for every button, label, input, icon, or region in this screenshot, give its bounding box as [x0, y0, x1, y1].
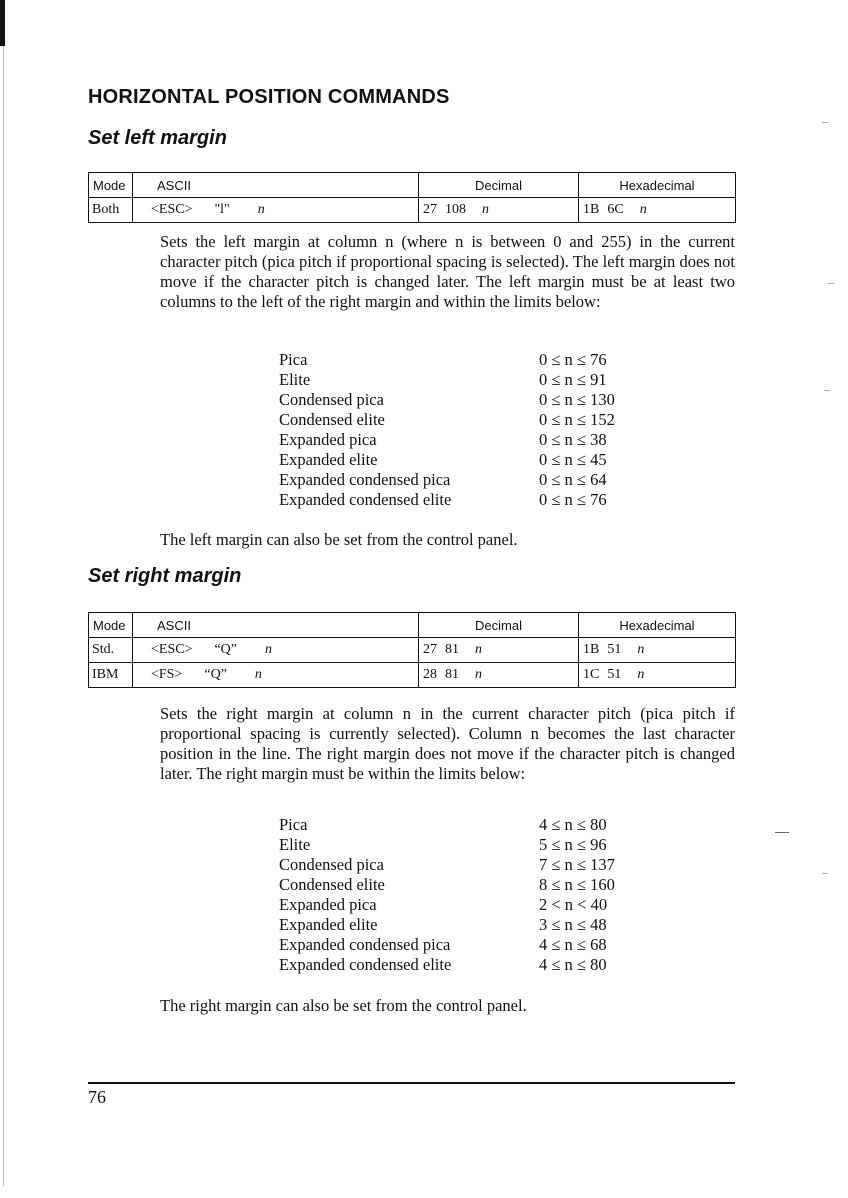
limit-range: 0 ≤ n ≤ 76: [539, 490, 607, 509]
limit-pitch: Condensed elite: [279, 410, 385, 429]
page-title: HORIZONTAL POSITION COMMANDS: [88, 86, 450, 108]
limit-pitch: Elite: [279, 370, 311, 389]
left-margin-limits: [279, 350, 679, 510]
limit-range: 0 ≤ n ≤ 91: [539, 370, 607, 389]
limit-pitch: Expanded condensed pica: [279, 935, 451, 954]
list-item: [279, 895, 679, 915]
hex-code: 1C: [583, 667, 600, 682]
right-margin-limits: [279, 815, 679, 975]
hex-param: n: [639, 202, 647, 217]
limit-pitch: Condensed pica: [279, 855, 384, 874]
limit-range: 0 ≤ n ≤ 45: [539, 450, 607, 469]
section-heading-left-margin: Set left margin: [88, 127, 227, 149]
header-ascii: ASCII: [133, 613, 419, 638]
header-decimal: Decimal: [419, 613, 579, 638]
limit-pitch: Elite: [279, 835, 311, 854]
limit-range: 4 ≤ n ≤ 80: [539, 815, 607, 834]
limit-range: 2 < n < 40: [539, 895, 608, 914]
limit-pitch: Pica: [279, 815, 308, 834]
list-item: [279, 390, 679, 410]
limit-pitch: Condensed elite: [279, 875, 385, 894]
list-item: [279, 815, 679, 835]
ascii-param: n: [265, 642, 273, 657]
ascii-code: <ESC>: [151, 642, 193, 657]
cell-hexadecimal: [579, 198, 736, 223]
ascii-char: “Q”: [214, 642, 238, 657]
limit-range: 0 ≤ n ≤ 64: [539, 470, 607, 489]
list-item: [279, 370, 679, 390]
cell-hexadecimal: [579, 663, 736, 688]
hex-char: 51: [607, 667, 622, 682]
right-margin-note: The right margin can also be set from the control panel.: [160, 996, 527, 1015]
hex-code: 1B: [583, 202, 600, 217]
scan-speck: [828, 283, 834, 284]
page-number: 76: [88, 1087, 106, 1107]
list-item: [279, 430, 679, 450]
list-item: [279, 470, 679, 490]
decimal-param: n: [475, 642, 482, 657]
left-margin-description: Sets the left margin at column n (where n is between 0 and 255) in the current character pitch (pica pitch if proportional spacing is selected). The left margin does not move if the character pitch is changed later. The left margin must be at least two columns to the left of the right margin and within the limits below:: [160, 232, 735, 311]
ascii-char: "l": [214, 202, 230, 217]
limit-range: 7 ≤ n ≤ 137: [539, 855, 615, 874]
header-decimal: Decimal: [419, 173, 579, 198]
table-row: [89, 663, 736, 688]
header-mode: Mode: [89, 173, 133, 198]
right-margin-description: Sets the right margin at column n in the current character pitch (pica pitch if proportional spacing is currently selected). Column n becomes the last character position in the line. The right margin does not move if the character pitch is changed later. The right margin must be within the limits below:: [160, 704, 735, 783]
limit-range: 8 ≤ n ≤ 160: [539, 875, 615, 894]
ascii-char: “Q”: [204, 667, 227, 682]
decimal-char: 81: [445, 642, 459, 657]
limit-range: 0 ≤ n ≤ 152: [539, 410, 615, 429]
footer-rule: [88, 1082, 735, 1084]
cell-mode: Std.: [89, 638, 133, 663]
cell-decimal: [419, 198, 579, 223]
decimal-param: n: [475, 667, 482, 682]
ascii-code: <ESC>: [151, 202, 193, 217]
table-header-row: [89, 173, 736, 198]
limit-pitch: Expanded condensed elite: [279, 955, 452, 974]
limit-pitch: Expanded pica: [279, 895, 377, 914]
section-heading-right-margin: Set right margin: [88, 565, 242, 587]
list-item: [279, 350, 679, 370]
header-ascii: ASCII: [133, 173, 419, 198]
hex-char: 6C: [607, 202, 624, 217]
hex-code: 1B: [583, 642, 600, 657]
limit-range: 5 ≤ n ≤ 96: [539, 835, 607, 854]
limit-range: 4 ≤ n ≤ 80: [539, 955, 607, 974]
hex-char: 51: [607, 642, 622, 657]
scan-edge-line: [3, 46, 4, 1186]
list-item: [279, 450, 679, 470]
limit-pitch: Expanded pica: [279, 430, 377, 449]
list-item: [279, 855, 679, 875]
decimal-param: n: [482, 202, 489, 217]
limit-range: 4 ≤ n ≤ 68: [539, 935, 607, 954]
decimal-char: 108: [445, 202, 466, 217]
cell-ascii: [133, 638, 419, 663]
table-header-row: [89, 613, 736, 638]
header-hexadecimal: Hexadecimal: [579, 173, 736, 198]
list-item: [279, 875, 679, 895]
cell-mode: Both: [89, 198, 133, 223]
list-item: [279, 490, 679, 510]
table-row: [89, 638, 736, 663]
limit-range: 0 ≤ n ≤ 76: [539, 350, 607, 369]
limit-pitch: Expanded condensed pica: [279, 470, 451, 489]
right-margin-command-table: [88, 612, 736, 688]
cell-decimal: [419, 638, 579, 663]
header-mode: Mode: [89, 613, 133, 638]
ascii-param: n: [254, 667, 262, 682]
left-margin-note: The left margin can also be set from the control panel.: [160, 530, 518, 549]
scan-edge-bar: [0, 0, 5, 46]
decimal-code: 27: [423, 642, 437, 657]
cell-ascii: [133, 663, 419, 688]
list-item: [279, 915, 679, 935]
header-hexadecimal: Hexadecimal: [579, 613, 736, 638]
scan-speck: [824, 390, 830, 391]
limit-pitch: Condensed pica: [279, 390, 384, 409]
cell-hexadecimal: [579, 638, 736, 663]
scan-speck: [775, 832, 789, 833]
hex-param: n: [637, 642, 645, 657]
limit-pitch: Expanded elite: [279, 450, 378, 469]
limit-pitch: Expanded elite: [279, 915, 378, 934]
decimal-code: 28: [423, 667, 437, 682]
limit-pitch: Expanded condensed elite: [279, 490, 452, 509]
list-item: [279, 955, 679, 975]
decimal-char: 81: [445, 667, 459, 682]
list-item: [279, 935, 679, 955]
cell-decimal: [419, 663, 579, 688]
decimal-code: 27: [423, 202, 437, 217]
table-row: [89, 198, 736, 223]
ascii-param: n: [257, 202, 265, 217]
limit-range: 0 ≤ n ≤ 130: [539, 390, 615, 409]
hex-param: n: [637, 667, 645, 682]
scan-speck: [822, 122, 828, 123]
cell-mode: IBM: [89, 663, 133, 688]
limit-pitch: Pica: [279, 350, 308, 369]
cell-ascii: [133, 198, 419, 223]
scan-speck: [822, 873, 828, 874]
list-item: [279, 835, 679, 855]
left-margin-command-table: [88, 172, 736, 223]
limit-range: 0 ≤ n ≤ 38: [539, 430, 607, 449]
limit-range: 3 ≤ n ≤ 48: [539, 915, 607, 934]
ascii-code: <FS>: [151, 667, 183, 682]
list-item: [279, 410, 679, 430]
